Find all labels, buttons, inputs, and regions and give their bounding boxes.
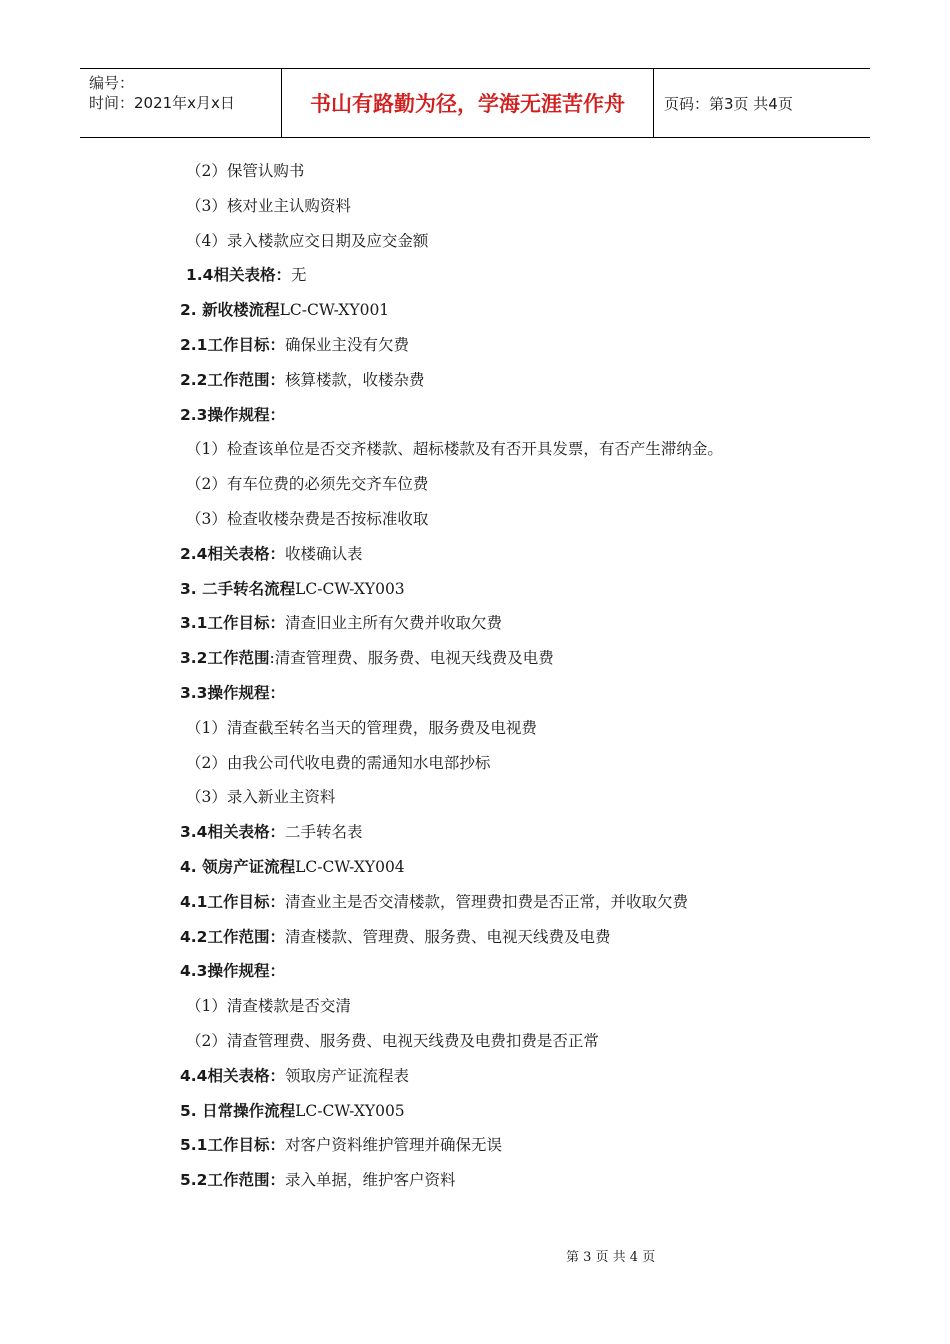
line-heading: 2.2工作范围： (180, 370, 285, 389)
text-line (180, 328, 860, 363)
text-line (180, 363, 860, 398)
text-line (186, 258, 860, 293)
text-line (186, 780, 860, 815)
line-text: 清查楼款、管理费、服务费、电视天线费及电费 (284, 927, 611, 946)
document-body (180, 154, 860, 1198)
text-line (180, 606, 860, 641)
text-line (186, 502, 860, 537)
text-line (186, 746, 860, 781)
line-heading: 2. 新收楼流程 (180, 301, 280, 320)
line-text: （3）检查收楼杂费是否按标准收取 (186, 509, 429, 528)
line-text: :清查管理费、服务费、电视天线费及电费 (269, 649, 554, 668)
page-header (80, 68, 870, 138)
document-number: 编号： (89, 74, 135, 92)
line-text: LC-CW-XY003 (295, 579, 405, 598)
text-line (180, 1094, 860, 1129)
text-line (180, 815, 860, 850)
text-line (180, 293, 860, 328)
line-text: 清查旧业主所有欠费并收取欠费 (284, 614, 502, 633)
line-heading: 4.4相关表格： (180, 1066, 285, 1085)
header-motto: 书山有路勤为径，学海无涯苦作舟 (281, 69, 654, 137)
text-line (180, 676, 860, 711)
text-line (186, 189, 860, 224)
line-text: 领取房产证流程表 (284, 1066, 409, 1085)
text-line (180, 537, 860, 572)
line-heading: 5.2工作范围： (180, 1171, 285, 1190)
line-text: （3）录入新业主资料 (186, 788, 336, 807)
line-text: 清查业主是否交清楼款，管理费扣费是否正常，并收取欠费 (284, 892, 688, 911)
line-text: 收楼确认表 (284, 544, 363, 563)
text-line (180, 1128, 860, 1163)
line-heading: 3.1工作目标： (180, 614, 285, 633)
document-date: 时间：2021年x月x日 (89, 94, 235, 112)
text-line (180, 1163, 860, 1198)
line-text: （1）检查该单位是否交齐楼款、超标楼款及有否开具发票，有否产生滞纳金。 (186, 440, 723, 459)
line-heading: 5. 日常操作流程 (180, 1101, 296, 1120)
footer-page-number: 第 3 页 共 4 页 (566, 1250, 656, 1265)
line-text: 二手转名表 (284, 823, 363, 842)
line-heading: 4.1工作目标： (180, 892, 285, 911)
line-heading: 4.2工作范围： (180, 927, 285, 946)
line-heading: 3. 二手转名流程 (180, 579, 296, 598)
line-text: （2）有车位费的必须先交齐车位费 (186, 475, 429, 494)
line-heading: 5.1工作目标： (180, 1136, 285, 1155)
line-text: 确保业主没有欠费 (284, 335, 409, 354)
line-text: 对客户资料维护管理并确保无误 (284, 1136, 502, 1155)
header-page-number: 页码：第3页 共4页 (664, 94, 793, 113)
text-line (180, 1059, 860, 1094)
text-line (186, 1024, 860, 1059)
line-text: LC-CW-XY004 (295, 857, 405, 876)
line-text: （2）由我公司代收电费的需通知水电部抄标 (186, 753, 491, 772)
line-heading: 1.4相关表格： (186, 266, 291, 285)
line-text: （1）清查截至转名当天的管理费，服务费及电视费 (186, 718, 537, 737)
header-meta (80, 69, 281, 137)
line-heading: 4.3操作规程： (180, 962, 285, 981)
line-text: 核算楼款，收楼杂费 (284, 370, 425, 389)
line-text: 无 (290, 266, 307, 285)
line-heading: 3.3操作规程： (180, 683, 285, 702)
line-heading: 4. 领房产证流程 (180, 857, 296, 876)
text-line (186, 224, 860, 259)
line-text: LC-CW-XY005 (295, 1101, 405, 1120)
line-heading: 2.1工作目标： (180, 335, 285, 354)
line-text: （3）核对业主认购资料 (186, 196, 351, 215)
text-line (186, 467, 860, 502)
text-line (180, 850, 860, 885)
text-line (186, 989, 860, 1024)
line-heading: 3.2工作范围 (180, 649, 270, 668)
line-text: （4）录入楼款应交日期及应交金额 (186, 231, 429, 250)
text-line (186, 154, 860, 189)
text-line (180, 920, 860, 955)
line-heading: 2.3操作规程： (180, 405, 285, 424)
line-text: （2）清查管理费、服务费、电视天线费及电费扣费是否正常 (186, 1031, 599, 1050)
text-line (186, 432, 860, 467)
line-text: （2）保管认购书 (186, 162, 305, 180)
line-text: （1）清查楼款是否交清 (186, 997, 351, 1016)
text-line (180, 572, 860, 607)
text-line (180, 641, 860, 676)
text-line (180, 398, 860, 433)
line-text: LC-CW-XY001 (279, 301, 390, 320)
line-text: 录入单据，维护客户资料 (284, 1171, 456, 1190)
line-heading: 3.4相关表格： (180, 823, 285, 842)
text-line (180, 885, 860, 920)
text-line (186, 711, 860, 746)
line-heading: 2.4相关表格： (180, 544, 285, 563)
text-line (180, 954, 860, 989)
